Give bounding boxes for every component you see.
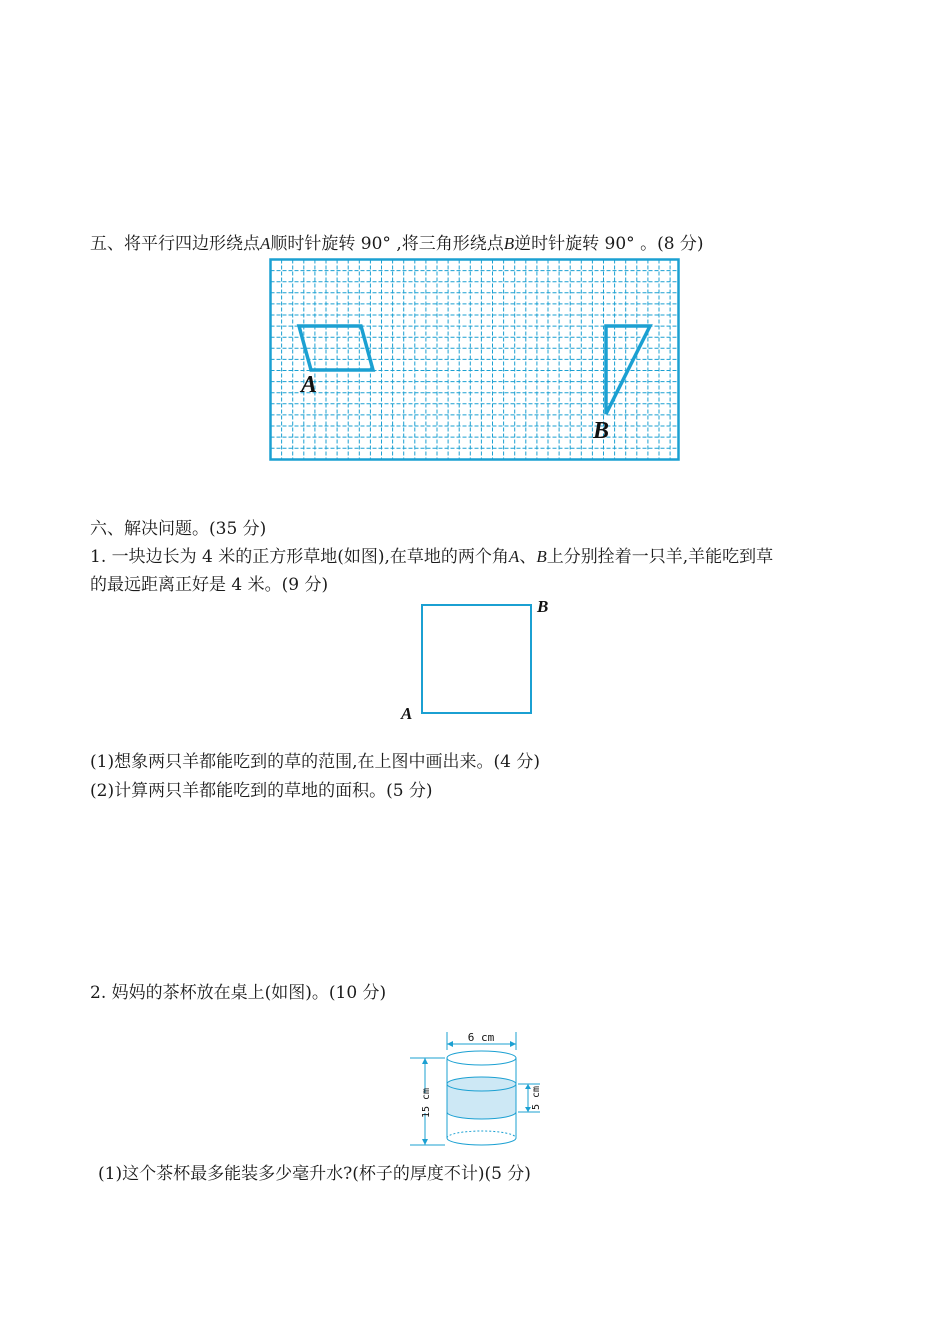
square-grass-figure xyxy=(395,595,555,725)
q2-line1: 2. 妈妈的茶杯放在桌上(如图)。(10 分) xyxy=(90,983,387,1003)
section5-question xyxy=(90,233,704,255)
square-label-a: A xyxy=(401,704,413,723)
rotation-grid-figure xyxy=(269,258,681,462)
q1-line1-b: 上分别拴着一只羊,羊能吃到草 xyxy=(546,547,774,567)
square-label-b: B xyxy=(537,597,549,616)
dim-water-label: 5 cm xyxy=(531,1085,542,1111)
q1-line1 xyxy=(90,546,773,568)
section5-point-a: A xyxy=(260,234,271,253)
q1-line1-a: 1. 一块边长为 4 米的正方形草地(如图),在草地的两个角 xyxy=(90,547,509,567)
q2-sub1: (1)这个茶杯最多能装多少毫升水?(杯子的厚度不计)(5 分) xyxy=(98,1164,531,1184)
q1-line2: 的最远距离正好是 4 米。(9 分) xyxy=(90,575,329,595)
q1-sub1: (1)想象两只羊都能吃到的草的范围,在上图中画出来。(4 分) xyxy=(90,752,540,772)
section5-point-b: B xyxy=(503,234,515,253)
square-grass xyxy=(422,605,531,713)
grid-lines xyxy=(271,260,680,461)
grid-label-b: B xyxy=(593,418,610,444)
dim-height-label: 15 cm xyxy=(421,1087,432,1119)
tea-cup-figure xyxy=(400,1030,560,1150)
q1-sub2: (2)计算两只羊都能吃到的草地的面积。(5 分) xyxy=(90,781,433,801)
grid-label-a: A xyxy=(301,372,318,398)
q1-sep: 、 xyxy=(519,547,537,567)
section5-text-c: 逆时针旋转 90° 。(8 分) xyxy=(514,234,704,254)
dim-diameter-label: 6 cm xyxy=(467,1031,495,1044)
water-surface xyxy=(447,1077,516,1091)
q1-point-a: A xyxy=(508,547,520,566)
q1-point-b: B xyxy=(536,547,547,566)
section5-text-a: 五、将平行四边形绕点 xyxy=(90,234,260,254)
section6-heading: 六、解决问题。(35 分) xyxy=(90,519,267,539)
cup-top xyxy=(447,1051,516,1065)
section5-text-b: 顺时针旋转 90° ,将三角形绕点 xyxy=(270,234,504,254)
